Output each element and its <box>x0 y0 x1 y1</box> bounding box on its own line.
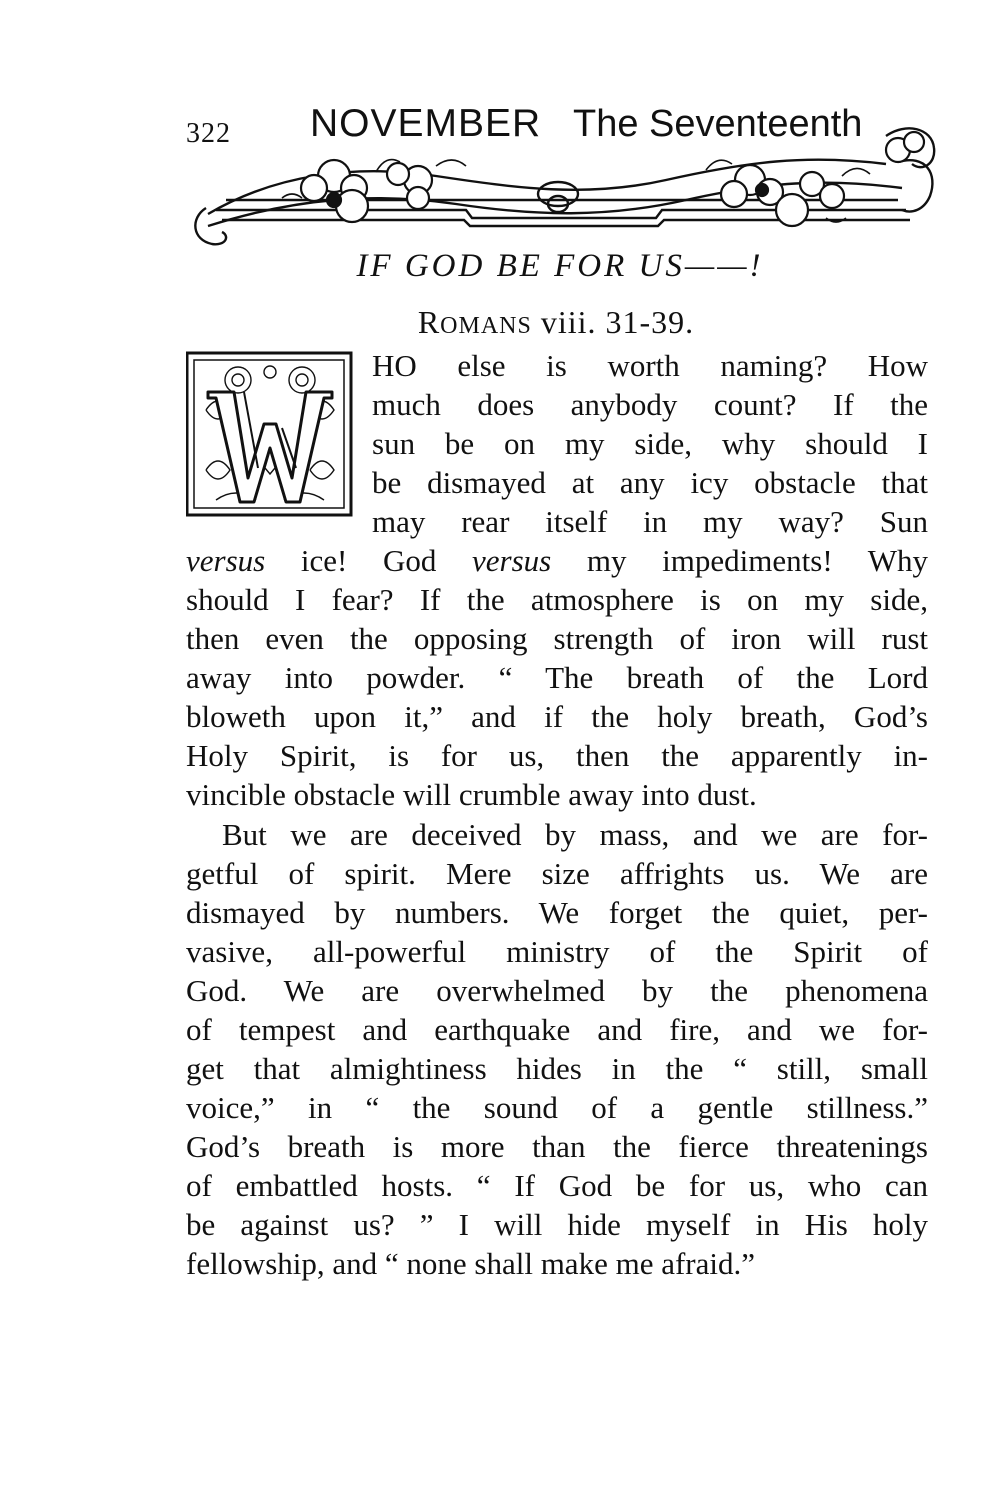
text-fragment: ice! God <box>265 543 473 578</box>
text-line: bloweth upon it,” and if the holy breath, God’s <box>186 699 928 734</box>
entry-title: IF GOD BE FOR US——! <box>356 248 764 284</box>
ornamental-initial-w-icon <box>186 350 354 518</box>
reference-chapter: viii. 31-39. <box>540 304 695 340</box>
text-line: much does anybody count? If the <box>372 387 928 422</box>
text-line: God. We are overwhelmed by the phenomena <box>186 973 928 1008</box>
reference-book-initial: R <box>417 304 441 340</box>
italic-word: versus <box>186 543 266 578</box>
reference-book-rest: OMANS <box>440 313 532 339</box>
text-line: voice,” in “ the sound of a gentle stillness.” <box>186 1090 928 1125</box>
paragraph-2 <box>186 815 928 1283</box>
text-line: fellowship, and “ none shall make me afraid.” <box>186 1246 755 1281</box>
paragraph-1-continued <box>186 541 928 814</box>
header-month: NOVEMBER <box>310 102 542 145</box>
text-line: of tempest and earthquake and fire, and we for- <box>186 1012 928 1047</box>
text-line: away into powder. “ The breath of the Lord <box>186 660 928 695</box>
text-fragment: my impediments! Why <box>551 543 928 578</box>
text-line: sun be on my side, why should I <box>372 426 928 461</box>
text-line: God’s breath is more than the fierce threatenings <box>186 1129 928 1164</box>
text-line: be dismayed at any icy obstacle that <box>372 465 928 500</box>
text-line: HO else is worth naming? How <box>372 348 928 383</box>
text-line: may rear itself in my way? Sun <box>372 504 928 539</box>
scripture-reference <box>0 304 1000 341</box>
text-line: vasive, all-powerful ministry of the Spirit of <box>186 934 928 969</box>
text-line: should I fear? If the atmosphere is on my side, <box>186 582 928 617</box>
text-line: then even the opposing strength of iron will rust <box>186 621 928 656</box>
italic-word: versus <box>472 543 552 578</box>
text-line: get that almightiness hides in the “ still, small <box>186 1051 928 1086</box>
text-line: getful of spirit. Mere size affrights us. We are <box>186 856 928 891</box>
floral-banner-ornament-icon <box>186 114 946 266</box>
paragraph-1-dropcap-lines <box>372 346 928 541</box>
page-number: 322 <box>186 118 231 149</box>
text-line: vincible obstacle will crumble away into dust. <box>186 777 757 812</box>
text-line: of embattled hosts. “ If God be for us, who can <box>186 1168 928 1203</box>
header-day: The Seventeenth <box>573 103 863 145</box>
text-line <box>186 541 928 580</box>
text-line: But we are deceived by mass, and we are for- <box>222 817 928 852</box>
text-line: Holy Spirit, is for us, then the apparently in- <box>186 738 928 773</box>
text-line: be against us? ” I will hide myself in His holy <box>186 1207 928 1242</box>
text-line: dismayed by numbers. We forget the quiet, per- <box>186 895 928 930</box>
